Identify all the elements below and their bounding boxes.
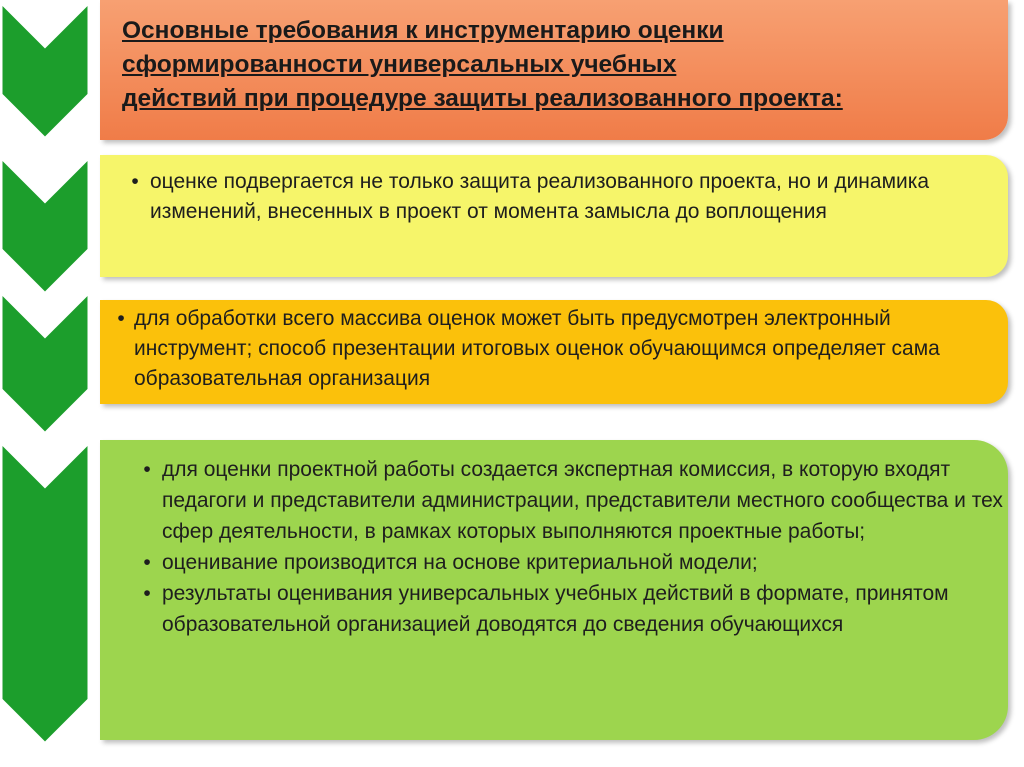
orange-panel: [100, 300, 1008, 404]
chevron-arrow-4: [0, 440, 90, 745]
bullet-icon: •: [143, 551, 151, 574]
page-title: [122, 14, 1008, 116]
chevron-arrow-1: [0, 0, 90, 140]
title-panel: [100, 0, 1008, 140]
list-item: [120, 167, 1008, 227]
chevron-arrow-3: [0, 290, 90, 435]
bullet-icon: •: [143, 582, 151, 605]
bullet-icon: •: [131, 170, 139, 193]
list-item-text: результаты оценивания универсальных учебных действий в формате, принятом образовательной организацией доводятся до сведения обучающихся: [162, 582, 949, 636]
list-item: [132, 454, 1008, 547]
title-line-2: сформированности универсальных учебных: [122, 51, 677, 78]
list-item: [132, 547, 1008, 578]
green-panel: [100, 440, 1008, 740]
chevron-arrow-strip: [0, 0, 100, 767]
chevron-arrow-2: [0, 155, 90, 295]
bullet-icon: •: [117, 307, 125, 330]
list-item: [108, 304, 1008, 394]
bullet-icon: •: [143, 458, 151, 481]
list-item: [132, 578, 1008, 640]
yellow-panel: [100, 155, 1008, 277]
list-item-text: оценивание производится на основе критериальной модели;: [162, 551, 758, 574]
list-item-text: для обработки всего массива оценок может быть предусмотрен электронный инструмент; способ презентации итоговых оценок обучающимся определяет сама образовательная организация: [134, 307, 940, 390]
list-item-text: для оценки проектной работы создается экспертная комиссия, в которую входят педагоги и представители администрации, представители местного сообщества и тех сфер деятельности, в рамках которых выполняются проектные работы;: [162, 458, 1003, 543]
list-item-text: оценке подвергается не только защита реализованного проекта, но и динамика изменений, внесенных в проект от момента замысла до воплощения: [150, 170, 930, 223]
title-line-1: Основные требования к инструментарию оценки: [122, 17, 724, 44]
title-line-3: действий при процедуре защиты реализованного проекта:: [122, 85, 843, 112]
